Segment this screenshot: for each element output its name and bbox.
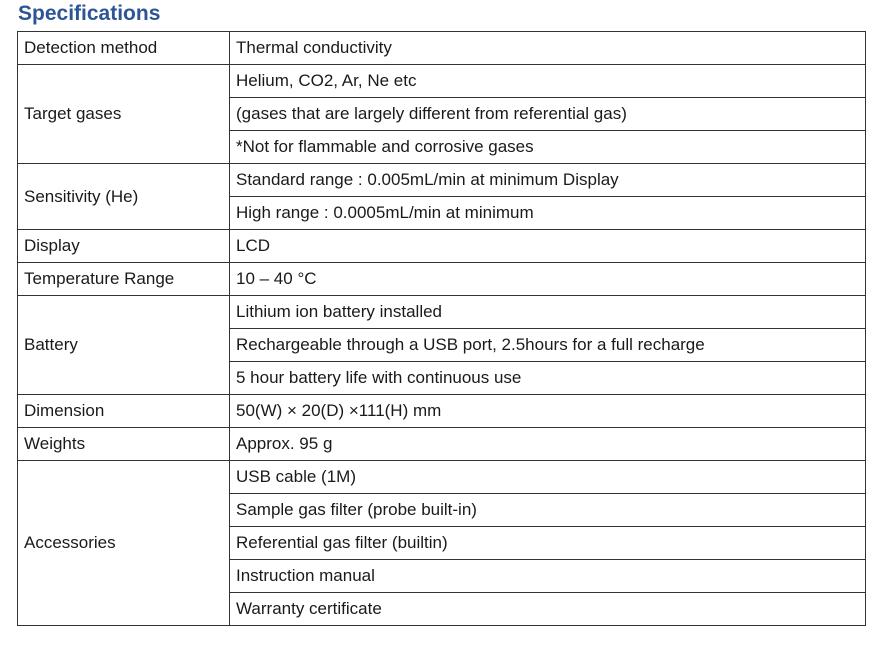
spec-value: High range : 0.0005mL/min at minimum bbox=[230, 197, 866, 230]
spec-value: Warranty certificate bbox=[230, 593, 866, 626]
spec-value: Sample gas filter (probe built-in) bbox=[230, 494, 866, 527]
spec-row-display bbox=[18, 230, 866, 263]
spec-label: Battery bbox=[18, 296, 230, 395]
spec-value: (gases that are largely different from referential gas) bbox=[230, 98, 866, 131]
spec-value: LCD bbox=[230, 230, 866, 263]
spec-label: Detection method bbox=[18, 32, 230, 65]
spec-value: Standard range : 0.005mL/min at minimum Display bbox=[230, 164, 866, 197]
spec-value: Approx. 95 g bbox=[230, 428, 866, 461]
spec-value: 10 – 40 °C bbox=[230, 263, 866, 296]
spec-row-accessories bbox=[18, 461, 866, 494]
spec-value: Instruction manual bbox=[230, 560, 866, 593]
spec-value: Rechargeable through a USB port, 2.5hours for a full recharge bbox=[230, 329, 866, 362]
spec-row-target-gases bbox=[18, 65, 866, 98]
spec-row-sensitivity bbox=[18, 164, 866, 197]
spec-label: Dimension bbox=[18, 395, 230, 428]
specifications-table bbox=[17, 31, 866, 626]
spec-value: 50(W) × 20(D) ×111(H) mm bbox=[230, 395, 866, 428]
spec-label: Accessories bbox=[18, 461, 230, 626]
spec-value: Thermal conductivity bbox=[230, 32, 866, 65]
spec-value: USB cable (1M) bbox=[230, 461, 866, 494]
page-title: Specifications bbox=[18, 2, 161, 25]
spec-row-temperature-range bbox=[18, 263, 866, 296]
spec-row-detection-method bbox=[18, 32, 866, 65]
spec-row-battery bbox=[18, 296, 866, 329]
spec-value: *Not for flammable and corrosive gases bbox=[230, 131, 866, 164]
spec-value: 5 hour battery life with continuous use bbox=[230, 362, 866, 395]
spec-value: Referential gas filter (builtin) bbox=[230, 527, 866, 560]
spec-label: Target gases bbox=[18, 65, 230, 164]
spec-value: Helium, CO2, Ar, Ne etc bbox=[230, 65, 866, 98]
spec-label: Display bbox=[18, 230, 230, 263]
spec-label: Weights bbox=[18, 428, 230, 461]
spec-label: Sensitivity (He) bbox=[18, 164, 230, 230]
spec-value: Lithium ion battery installed bbox=[230, 296, 866, 329]
spec-row-dimension bbox=[18, 395, 866, 428]
spec-label: Temperature Range bbox=[18, 263, 230, 296]
spec-row-weights bbox=[18, 428, 866, 461]
